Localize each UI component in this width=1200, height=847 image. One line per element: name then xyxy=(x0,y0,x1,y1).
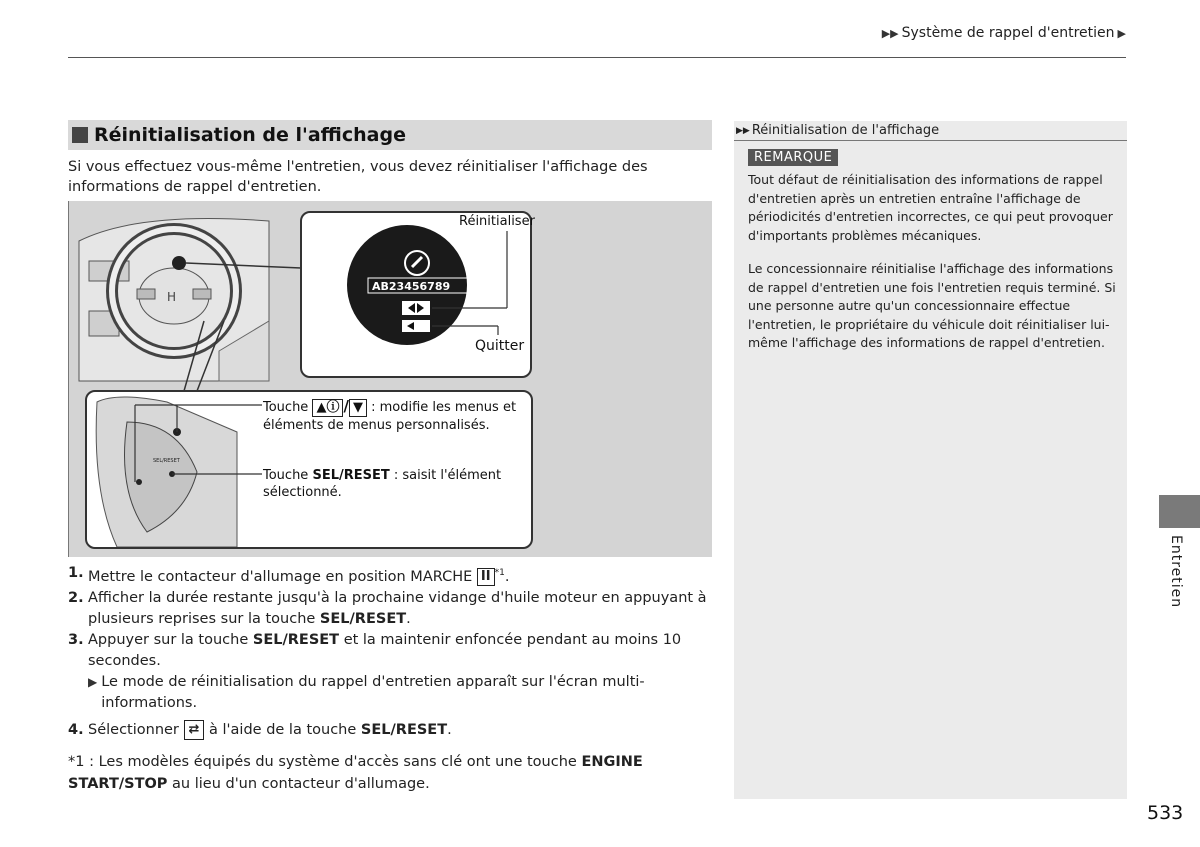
step-number: 4. xyxy=(68,721,84,738)
step-text: Sélectionner xyxy=(88,721,179,738)
sel-reset-prefix: Touche xyxy=(263,468,309,483)
label-reinitialiser: Réinitialiser xyxy=(459,214,535,229)
section-square-icon xyxy=(72,127,88,143)
step-number: 3. xyxy=(68,631,84,648)
step-text-cont: à l'aide de la touche xyxy=(209,721,357,738)
step-text: Afficher la durée restante jusqu'à la prochaine vidange d'huile moteur en appuyant à plusieurs reprises sur la touche xyxy=(88,589,707,627)
step-1: 1. Mettre le contacteur d'allumage en position MARCHE II $^{*1}$. xyxy=(68,563,718,588)
side-note-heading: ▶▶ Réinitialisation de l'affichage xyxy=(734,121,1127,141)
step-text: Mettre le contacteur d'allumage en position MARCHE xyxy=(88,568,473,585)
step-4: 4. Sélectionner ⇄ à l'aide de la touche SEL/RESET. xyxy=(68,720,718,741)
sel-reset-keyword: SEL/RESET xyxy=(319,610,407,627)
svg-text:H: H xyxy=(167,290,177,304)
step-2: 2. Afficher la durée restante jusqu'à la prochaine vidange d'huile moteur en appuyant à plusieurs reprises sur la touche SEL/RESET. xyxy=(68,588,718,630)
steps-list xyxy=(68,563,718,741)
sel-reset-keyword: SEL/RESET xyxy=(360,721,448,738)
intro-paragraph: Si vous effectuez vous-même l'entretien, vous devez réinitialiser l'affichage des informations de rappel d'entretien. xyxy=(68,159,648,195)
side-paragraph-1: Tout défaut de réinitialisation des informations de rappel d'entretien après un entretien entraîne l'affichage de périodicités d'entretien incorrectes, ce qui peut provoquer d'importants problèmes mécaniques. xyxy=(748,172,1113,243)
remark-badge: REMARQUE xyxy=(748,149,838,166)
steering-sel-label: SEL/RESET xyxy=(153,458,180,464)
page-number: 533 xyxy=(1147,802,1184,824)
reset-cycle-icon: ⇄ xyxy=(184,720,205,740)
menu-buttons-prefix: Touche xyxy=(263,400,309,415)
result-arrow-icon: ▶ xyxy=(88,674,98,689)
display-code: AB23456789 xyxy=(372,280,451,293)
steering-buttons-callout xyxy=(85,390,533,549)
down-button-icon: ▼ xyxy=(349,399,367,417)
chapter-tab-label: Entretien xyxy=(1168,535,1184,609)
step-number: 2. xyxy=(68,589,84,606)
side-paragraph-2: Le concessionnaire réinitialise l'affichage des informations de rappel d'entretien une fois l'entretien requis terminé. Si une personne autre qu'un concessionnaire effectue l'entretien, le propriétaire du véhicule doit réinitialiser lui-même l'affichage des informations de rappel d'entretien. xyxy=(748,261,1116,350)
ignition-on-icon: II xyxy=(477,568,495,586)
side-note-panel xyxy=(734,121,1127,799)
sel-reset-label xyxy=(263,467,523,501)
step-3-result xyxy=(68,672,718,714)
step-3 xyxy=(68,630,718,672)
footnote: *1 : Les modèles équipés du système d'accès sans clé ont une touche ENGINE START/STOP au lieu d'un contacteur d'allumage. xyxy=(68,754,643,792)
label-quitter: Quitter xyxy=(475,338,525,354)
breadcrumb-arrow-icon: ▶ xyxy=(1117,26,1126,40)
sel-reset-desc: : saisit l'élément sélectionné. xyxy=(263,468,502,500)
reference-arrow-icon: ▶▶ xyxy=(736,125,750,136)
step-text-cont: et la maintenir enfoncée pendant au moins 10 secondes. xyxy=(88,631,682,669)
header-divider xyxy=(68,57,1126,58)
section-title: Réinitialisation de l'affichage xyxy=(94,124,406,146)
section-heading xyxy=(68,120,712,150)
sel-reset-keyword: SEL/RESET xyxy=(252,631,340,648)
menu-buttons-label: Touche ▲ⓘ / ▼ : modifie les menus et éléments de menus personnalisés. xyxy=(263,397,517,433)
breadcrumb-label: Système de rappel d'entretien xyxy=(901,25,1115,41)
sel-reset-name: SEL/RESET xyxy=(312,468,390,483)
menu-buttons-desc: : modifie les menus et éléments de menus personnalisés. xyxy=(263,400,517,433)
step-text: Appuyer sur la touche xyxy=(88,631,249,648)
chapter-tab xyxy=(1159,495,1200,528)
step-3-result-text: Le mode de réinitialisation du rappel d'entretien apparaît sur l'écran multi-informations. xyxy=(101,673,645,711)
step-number: 1. xyxy=(68,565,84,581)
up-info-button-icon: ▲ⓘ xyxy=(312,399,343,417)
display-callout xyxy=(300,211,535,378)
footnote-ref: *1 xyxy=(494,568,505,578)
breadcrumb-arrow-icon: ▶▶ xyxy=(881,26,899,40)
breadcrumb xyxy=(882,25,1126,41)
engine-start-stop-keyword: ENGINE START/STOP xyxy=(68,754,643,792)
